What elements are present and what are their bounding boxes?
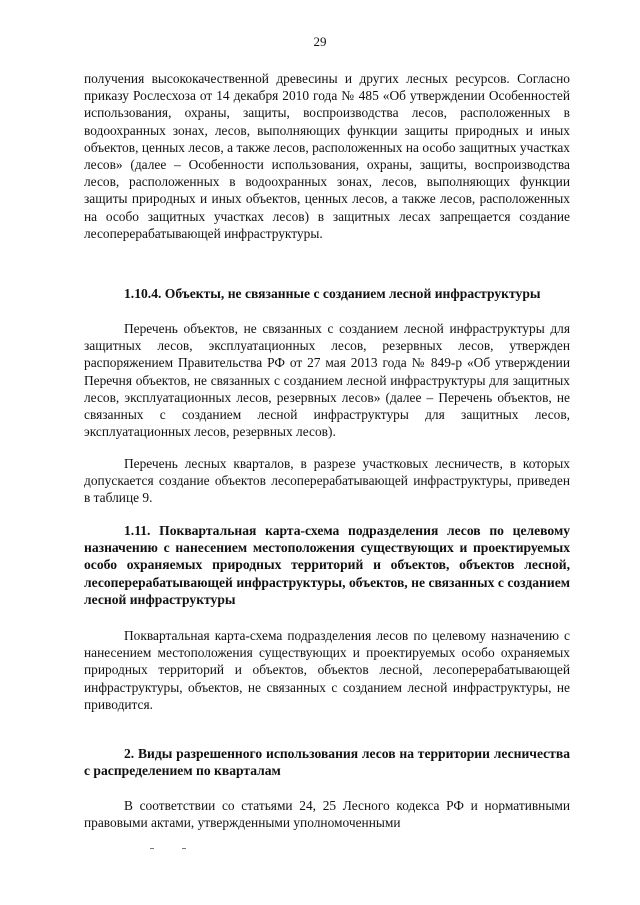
page-number: 29 xyxy=(313,34,327,49)
scan-artifact xyxy=(150,848,154,849)
paragraph-objects-list: Перечень объектов, не связанных с созданием лесной инфраструктуры для защитных лесов, эксплуатационных лесов, резервных лесов, утвержден распоряжением Правительства РФ от 27 мая 2013 года № 849-р «Об утверждении Перечня объектов, не связанных с созданием лесной инфраструктуры для защитных лесов, эксплуатационных лесов, резервных лесов» (далее – Перечень объектов, не связанных с созданием лесной инфраструктуры для защитных лесов, эксплуатационных лесов, резервных лесов). xyxy=(84,321,570,440)
paragraph-prohibition: получения высококачественной древесины и других лесных ресурсов. Согласно приказу Рослесхоза от 14 декабря 2010 года № 485 «Об утверждении Особенностей использования, охраны, защиты, воспроизводства лесов, расположенных в водоохранных зонах, лесов, выполняющих функции защиты природных и иных объектов, ценных лесов, а также лесов, расположенных на особо защитных участках лесов» (далее – Особенности использования, охраны, защиты, воспроизводства лесов, расположенных в водоохранных зонах, лесов, выполняющих функции защиты природных и иных объектов, ценных лесов, а также лесов, расположенных на особо защитных участках лесов) в защитных лесах запрещается создание лесоперерабатывающей инфраструктуры. xyxy=(84,71,570,241)
section-heading-1-11: 1.11. Поквартальная карта-схема подразделения лесов по целевому назначению с нанесением местоположения существующих и проектируемых особо охраняемых природных территорий и объектов, объектов лесной, лесоперерабатывающей инфраструктуры, объектов, не связанных с созданием лесной инфраструктуры xyxy=(84,523,570,607)
paragraph-map-scheme: Поквартальная карта-схема подразделения лесов по целевому назначению с нанесением местоположения существующих и проектируемых особо охраняемых природных территорий и объектов, объектов лесной, лесоперерабатывающей инфраструктуры, объектов, не связанных с созданием лесной инфраструктуры, не приводится. xyxy=(84,628,570,712)
section-heading-2: 2. Виды разрешенного использования лесов на территории лесничества с распределением по кварталам xyxy=(84,746,570,779)
scan-artifact xyxy=(182,848,186,849)
section-heading-1-10-4: 1.10.4. Объекты, не связанные с созданием лесной инфраструктуры xyxy=(124,286,541,301)
paragraph-quarters-list: Перечень лесных кварталов, в разрезе участковых лесничеств, в которых допускается создание объектов лесоперерабатывающей инфраструктуры, приведен в таблице 9. xyxy=(84,456,570,506)
paragraph-forest-code: В соответствии со статьями 24, 25 Лесного кодекса РФ и нормативными правовыми актами, утвержденными уполномоченными xyxy=(84,798,570,831)
